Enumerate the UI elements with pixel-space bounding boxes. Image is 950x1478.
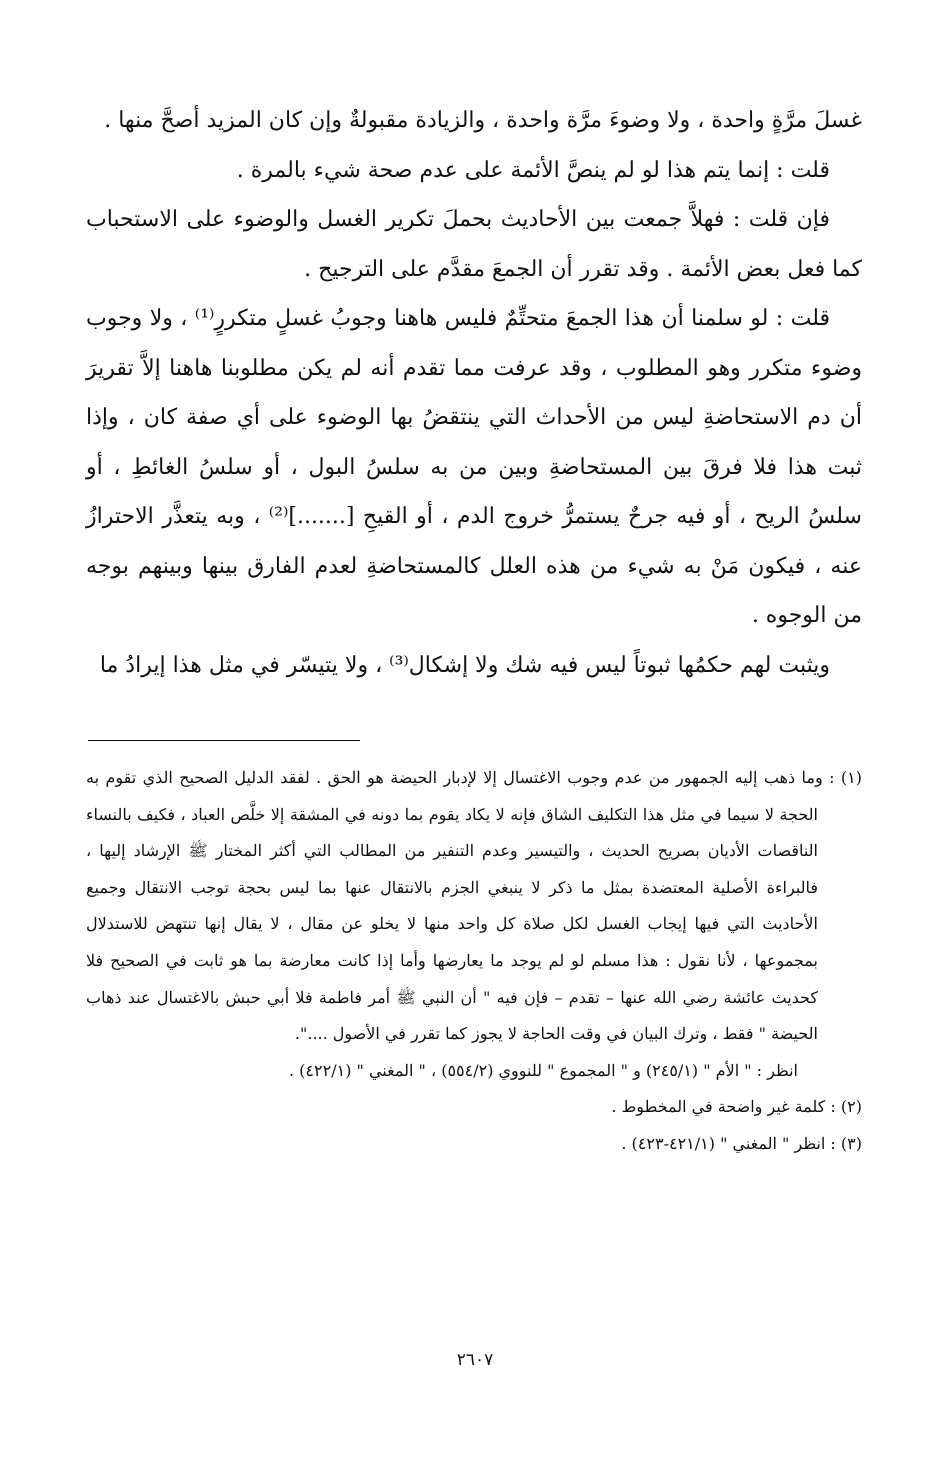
- paragraph-2: قلت : إنما يتم هذا لو لم ينصَّ الأئمة على عدم صحة شيء بالمرة .: [236, 157, 830, 183]
- paragraph-5: ويثبت لهم حكمُها ثبوتاً ليس فيه شك ولا إشكال⁽³⁾ ، ولا يتيسّر في مثل هذا إيرادُ ما: [99, 652, 830, 678]
- paragraph-3: فإن قلت : فهلاَّ جمعت بين الأحاديث بحملَ تكرير الغسل والوضوء على الاستحباب كما فعل بعض الأئمة . وقد تقرر أن الجمعَ مقدَّم على الترجيح .: [86, 207, 862, 282]
- footnote-1-text: (١) : وما ذهب إليه الجمهور من عدم وجوب الاغتسال إلا لإدبار الحيضة هو الحق . لفقد الدليل الصحيح الذي تقوم به الحجة لا سيما في مثل هذا التكليف الشاق فإنه لا يكاد يقوم بما دونه في المشقة إلا خلَّص العباد ، فكيف بالنساء الناقصات الأديان بصريح الحديث ، والتيسير وعدم التنفير من المطالب التي أكثر المختار ﷺ الإرشاد إليها ، فالبراءة الأصلية المعتضدة بمثل ما ذكر لا ينبغي الجزم بالانتقال عنها بما ليس بحجة توجب الانتقال وجميع الأحاديث التي فيها إيجاب الغسل لكل صلاة كل واحد منها لا يخلو عن مقال ، لا يقال إنها تنتهض للاستدلال بمجموعها ، لأنا نقول : هذا مسلم لو لم يوجد ما يعارضها وأما إذا كانت معارضة بما هو ثابت في الصحيح فلا كحديث عائشة رضي الله عنها – تقدم – فإن فيه " أن النبي ﷺ أمر فاطمة فلا أبي حبش بالاغتسال عند ذهاب الحيضة " فقط ، وترك البيان في وقت الحاجة لا يجوز كما تقرر في الأصول ....".: [86, 768, 862, 1044]
- footnotes-section: [86, 760, 862, 1163]
- main-text-body: [86, 96, 862, 690]
- footnote-1-reference: انظر : " الأم " (٢٤٥/١) و " المجموع " للنووي (٥٥٤/٢) ، " المغني " (٤٢٢/١) .: [289, 1060, 798, 1080]
- footnote-3: (٣) : انظر " المغني " (٤٢١/١-٤٢٣) .: [621, 1133, 862, 1153]
- footnote-separator: [88, 740, 360, 741]
- footnote-2: (٢) : كلمة غير واضحة في المخطوط .: [611, 1097, 862, 1117]
- paragraph-1: غسلَ مرَّةٍ واحدة ، ولا وضوءَ مرَّة واحدة ، والزيادة مقبولةٌ وإن كان المزيد أصحَّ منها .: [104, 108, 862, 133]
- paragraph-4: قلت : لو سلمنا أن هذا الجمعَ متحتِّمٌ فليس هاهنا وجوبُ غسلٍ متكررٍ⁽¹⁾ ، ولا وجوب وضوء متكرر وهو المطلوب ، وقد عرفت مما تقدم أنه لم يكن مطلوبنا هاهنا إلاَّ تقريرَ أن دم الاستحاضةِ ليس من الأحداث التي ينتقضُ بها الوضوء على أي صفة كان ، وإذا ثبت هذا فلا فرقَ بين المستحاضةِ وبين من به سلسُ البول ، أو سلسُ الغائطِ ، أو سلسُ الريح ، أو فيه جرحٌ يستمرُّ خروج الدم ، أو القيحِ [.......]⁽²⁾ ، وبه يتعذَّر الاحترازُ عنه ، فيكون مَنْ به شيء من هذه العلل كالمستحاضةِ لعدم الفارق بينها وبينهم بوجه من الوجوه .: [86, 306, 862, 628]
- page-number: ٢٦٠٧: [456, 1350, 494, 1370]
